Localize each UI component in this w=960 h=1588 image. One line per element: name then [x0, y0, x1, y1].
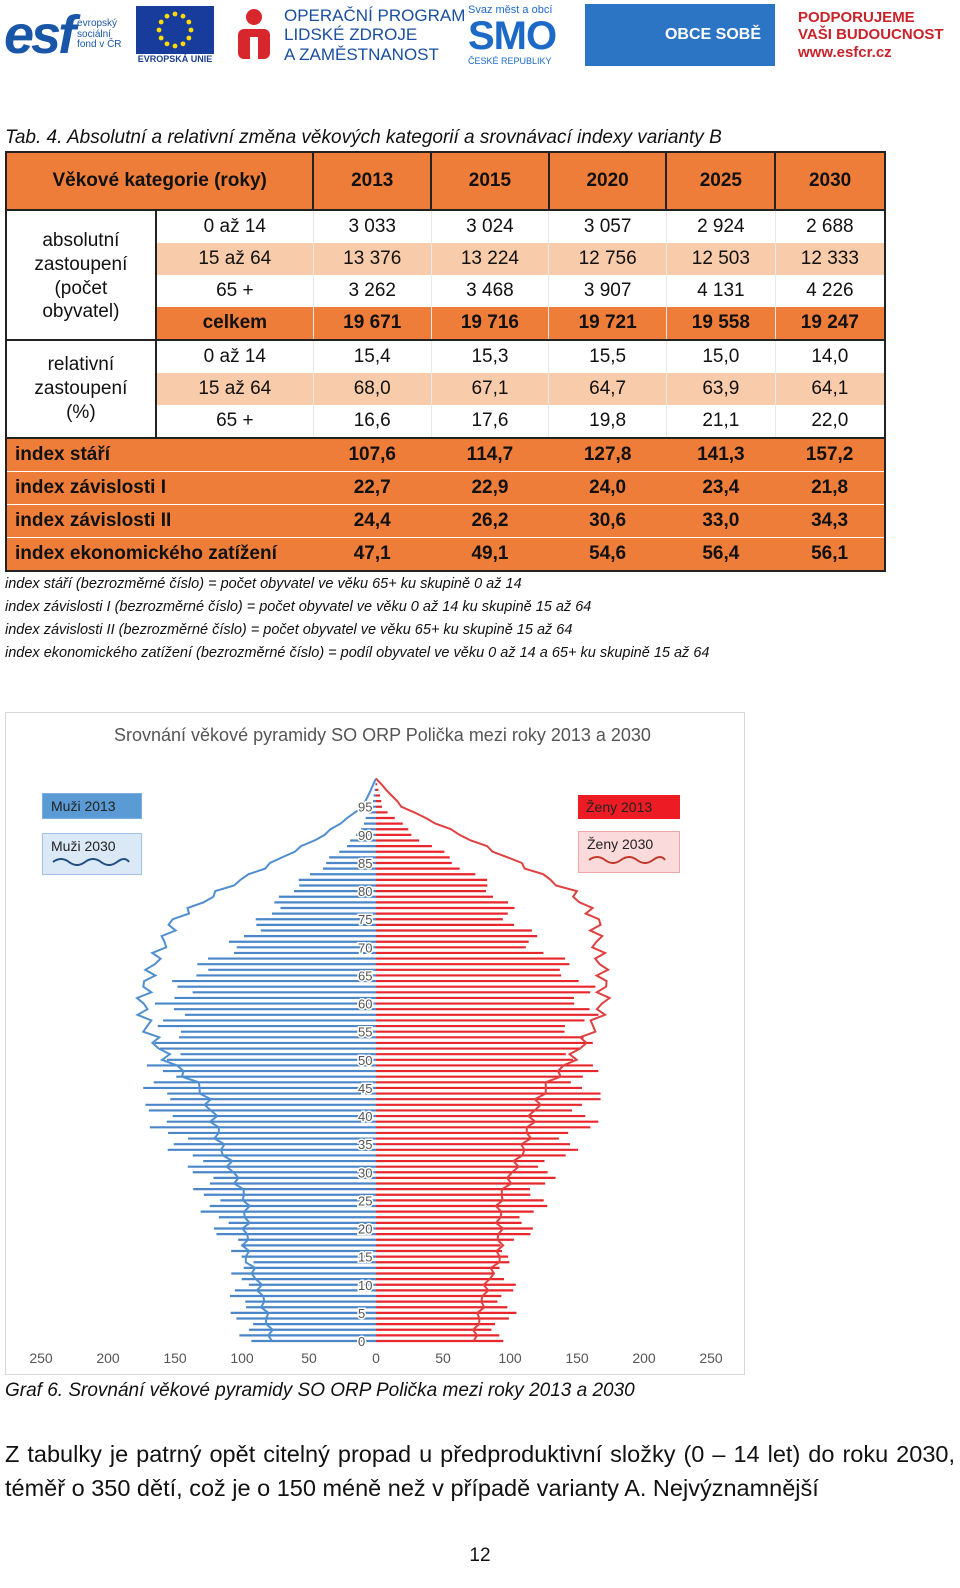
index-row: [6, 438, 885, 472]
index-label: index stáří: [6, 438, 313, 472]
esf-mark: esf: [4, 5, 74, 65]
op-text: OPERAČNÍ PROGRAM LIDSKÉ ZDROJE A ZAMĚSTNANOST: [284, 5, 466, 64]
category-cell: 15 až 64: [156, 243, 314, 275]
x-tick-label: 100: [498, 1350, 522, 1366]
age-tick-label: 5: [358, 1305, 366, 1321]
header-cell: Věkové kategorie (roky): [6, 152, 313, 210]
age-tick-label: 25: [358, 1193, 373, 1209]
value-cell: 67,1: [431, 373, 549, 405]
value-cell: 127,8: [549, 438, 667, 472]
header-cell: 2025: [666, 152, 775, 210]
value-cell: 22,7: [313, 472, 431, 505]
note-line: index stáří (bezrozměrné číslo) = počet obyvatel ve věku 65+ ku skupině 0 až 14: [5, 576, 522, 592]
eu-star: [159, 36, 164, 41]
value-cell: 56,4: [666, 538, 775, 572]
value-cell: 68,0: [313, 373, 431, 405]
value-cell: 141,3: [666, 438, 775, 472]
value-cell: 63,9: [666, 373, 775, 405]
x-tick-label: 50: [301, 1350, 317, 1366]
age-tick-label: 0: [358, 1334, 366, 1349]
note-line: index ekonomického zatížení (bezrozměrné číslo) = podíl obyvatel ve věku 0 až 14 a 65+ ku skupině 15 až 64: [5, 645, 710, 661]
population-pyramid-chart: [5, 712, 745, 1375]
age-tick-label: 95: [358, 799, 373, 815]
x-tick-label: 250: [29, 1350, 53, 1366]
category-cell: 65 +: [156, 275, 314, 307]
obce-sobe-badge: OBCE SOBĚ: [585, 4, 775, 66]
x-tick-label: 100: [230, 1350, 254, 1366]
value-cell: 107,6: [313, 438, 431, 472]
age-tick-label: 90: [358, 827, 373, 843]
eu-star: [159, 20, 164, 25]
age-tick-label: 10: [358, 1277, 373, 1293]
x-tick-label: 200: [96, 1350, 120, 1366]
value-cell: 157,2: [775, 438, 885, 472]
obce-sobe-logo: [585, 2, 775, 68]
value-cell: 21,1: [666, 405, 775, 438]
age-tick-label: 30: [358, 1165, 373, 1181]
value-cell: 19 247: [775, 307, 885, 340]
header-cell: 2030: [775, 152, 885, 210]
value-cell: 24,4: [313, 505, 431, 538]
age-tick-label: 55: [358, 1024, 373, 1040]
value-cell: 12 333: [775, 243, 885, 275]
relative-group-label: relativní zastoupení (%): [6, 340, 156, 438]
eu-star: [186, 36, 191, 41]
index-row: [6, 505, 885, 538]
category-cell: 0 až 14: [156, 340, 314, 373]
eu-star: [181, 14, 186, 19]
absolute-group-label: absolutní zastoupení (počet obyvatel): [6, 210, 156, 340]
legend-men-2030: Muži 2030: [42, 833, 142, 875]
value-cell: 47,1: [313, 538, 431, 572]
value-cell: 13 224: [431, 243, 549, 275]
age-tick-label: 15: [358, 1249, 373, 1265]
chart-title: Srovnání věkové pyramidy SO ORP Polička mezi roky 2013 a 2030: [114, 725, 651, 745]
value-cell: 34,3: [775, 505, 885, 538]
op-logo: [232, 2, 465, 68]
value-cell: 23,4: [666, 472, 775, 505]
age-category-table: [5, 151, 886, 572]
value-cell: 56,1: [775, 538, 885, 572]
age-tick-label: 35: [358, 1137, 373, 1153]
value-cell: 22,0: [775, 405, 885, 438]
table-row: [6, 210, 885, 243]
eu-star: [189, 28, 194, 33]
eu-star: [165, 41, 170, 46]
value-cell: 49,1: [431, 538, 549, 572]
table-header-row: [6, 152, 885, 210]
op-person-icon: [232, 7, 276, 63]
value-cell: 30,6: [549, 505, 667, 538]
x-tick-label: 200: [632, 1350, 656, 1366]
index-label: index ekonomického zatížení: [6, 538, 313, 572]
value-cell: 12 503: [666, 243, 775, 275]
graph-caption: Graf 6. Srovnání věkové pyramidy SO ORP Polička mezi roky 2013 a 2030: [5, 1380, 635, 1401]
wave-icon: [51, 856, 131, 866]
body-paragraph: Z tabulky je patrný opět citelný propad u předproduktivní složky (0 – 14 let) do roku 2030, téměř o 350 dětí, což je o 150 méně než v případě varianty A. Nejvýznamnější: [5, 1441, 955, 1501]
eu-stars: [157, 12, 194, 49]
value-cell: 13 376: [313, 243, 431, 275]
header-cell: 2013: [313, 152, 431, 210]
x-tick-label: 150: [565, 1350, 589, 1366]
value-cell: 114,7: [431, 438, 549, 472]
eu-star: [157, 28, 162, 33]
esf-text: evropský sociální fond v ČR: [77, 18, 122, 51]
value-cell: 3 907: [549, 275, 667, 307]
index-label: index závislosti II: [6, 505, 313, 538]
category-cell: 0 až 14: [156, 210, 314, 243]
value-cell: 2 688: [775, 210, 885, 243]
table-row: [6, 340, 885, 373]
eu-star: [165, 14, 170, 19]
value-cell: 15,4: [313, 340, 431, 373]
age-tick-label: 65: [358, 968, 373, 984]
eu-text: EVROPSKÁ UNIE: [137, 54, 213, 64]
logo-bar: [0, 0, 960, 70]
value-cell: 17,6: [431, 405, 549, 438]
eu-flag-icon: [136, 6, 214, 54]
value-cell: 3 024: [431, 210, 549, 243]
value-cell: 19 716: [431, 307, 549, 340]
age-tick-label: 80: [358, 884, 373, 900]
value-cell: 3 033: [313, 210, 431, 243]
wave-icon: [587, 854, 667, 864]
value-cell: 4 226: [775, 275, 885, 307]
x-tick-label: 150: [163, 1350, 187, 1366]
age-tick-label: 20: [358, 1221, 373, 1237]
value-cell: 15,3: [431, 340, 549, 373]
value-cell: 33,0: [666, 505, 775, 538]
note-line: index závislosti I (bezrozměrné číslo) = počet obyvatel ve věku 0 až 14 ku skupině 15 až 64: [5, 599, 592, 615]
age-tick-label: 75: [358, 912, 373, 928]
value-cell: 19,8: [549, 405, 667, 438]
table-notes: [5, 573, 709, 665]
x-tick-label: 50: [435, 1350, 451, 1366]
value-cell: 15,5: [549, 340, 667, 373]
value-cell: 15,0: [666, 340, 775, 373]
value-cell: 24,0: [549, 472, 667, 505]
value-cell: 19 671: [313, 307, 431, 340]
value-cell: 64,7: [549, 373, 667, 405]
legend-men-2013: Muži 2013: [42, 793, 142, 819]
age-tick-label: 85: [358, 855, 373, 871]
value-cell: 64,1: [775, 373, 885, 405]
value-cell: 19 721: [549, 307, 667, 340]
x-tick-label: 0: [372, 1350, 380, 1366]
index-row: [6, 538, 885, 572]
index-row: [6, 472, 885, 505]
eu-logo: [136, 2, 214, 68]
podporujeme-logo: PODPORUJEME VAŠI BUDOUCNOST www.esfcr.cz: [798, 9, 944, 61]
esf-logo: [4, 2, 122, 68]
age-tick-label: 70: [358, 940, 373, 956]
value-cell: 2 924: [666, 210, 775, 243]
note-line: index závislosti II (bezrozměrné číslo) = počet obyvatel ve věku 65+ ku skupině 15 až 64: [5, 622, 573, 638]
eu-star: [181, 41, 186, 46]
value-cell: 14,0: [775, 340, 885, 373]
age-tick-label: 50: [358, 1052, 373, 1068]
index-label: index závislosti I: [6, 472, 313, 505]
header-cell: 2015: [431, 152, 549, 210]
value-cell: 22,9: [431, 472, 549, 505]
value-cell: 12 756: [549, 243, 667, 275]
value-cell: 54,6: [549, 538, 667, 572]
value-cell: 19 558: [666, 307, 775, 340]
legend-women-2030: Ženy 2030: [578, 831, 680, 873]
legend-women-2013: Ženy 2013: [578, 795, 680, 819]
value-cell: 3 262: [313, 275, 431, 307]
category-cell: 15 až 64: [156, 373, 314, 405]
category-cell: 65 +: [156, 405, 314, 438]
eu-star: [173, 44, 178, 49]
table-caption: Tab. 4. Absolutní a relativní změna věkových kategorií a srovnávací indexy varianty B: [5, 127, 722, 148]
value-cell: 3 468: [431, 275, 549, 307]
age-tick-label: 40: [358, 1109, 373, 1125]
value-cell: 16,6: [313, 405, 431, 438]
age-tick-label: 45: [358, 1080, 373, 1096]
x-tick-label: 250: [699, 1350, 723, 1366]
value-cell: 26,2: [431, 505, 549, 538]
value-cell: 21,8: [775, 472, 885, 505]
smo-logo: Svaz měst a obcí SMO ČESKÉ REPUBLIKY: [468, 4, 557, 66]
eu-star: [173, 12, 178, 17]
header-cell: 2020: [549, 152, 667, 210]
value-cell: 4 131: [666, 275, 775, 307]
page-number: 12: [469, 1545, 491, 1566]
value-cell: 3 057: [549, 210, 667, 243]
age-tick-label: 60: [358, 996, 373, 1012]
category-cell: celkem: [156, 307, 314, 340]
eu-star: [186, 20, 191, 25]
